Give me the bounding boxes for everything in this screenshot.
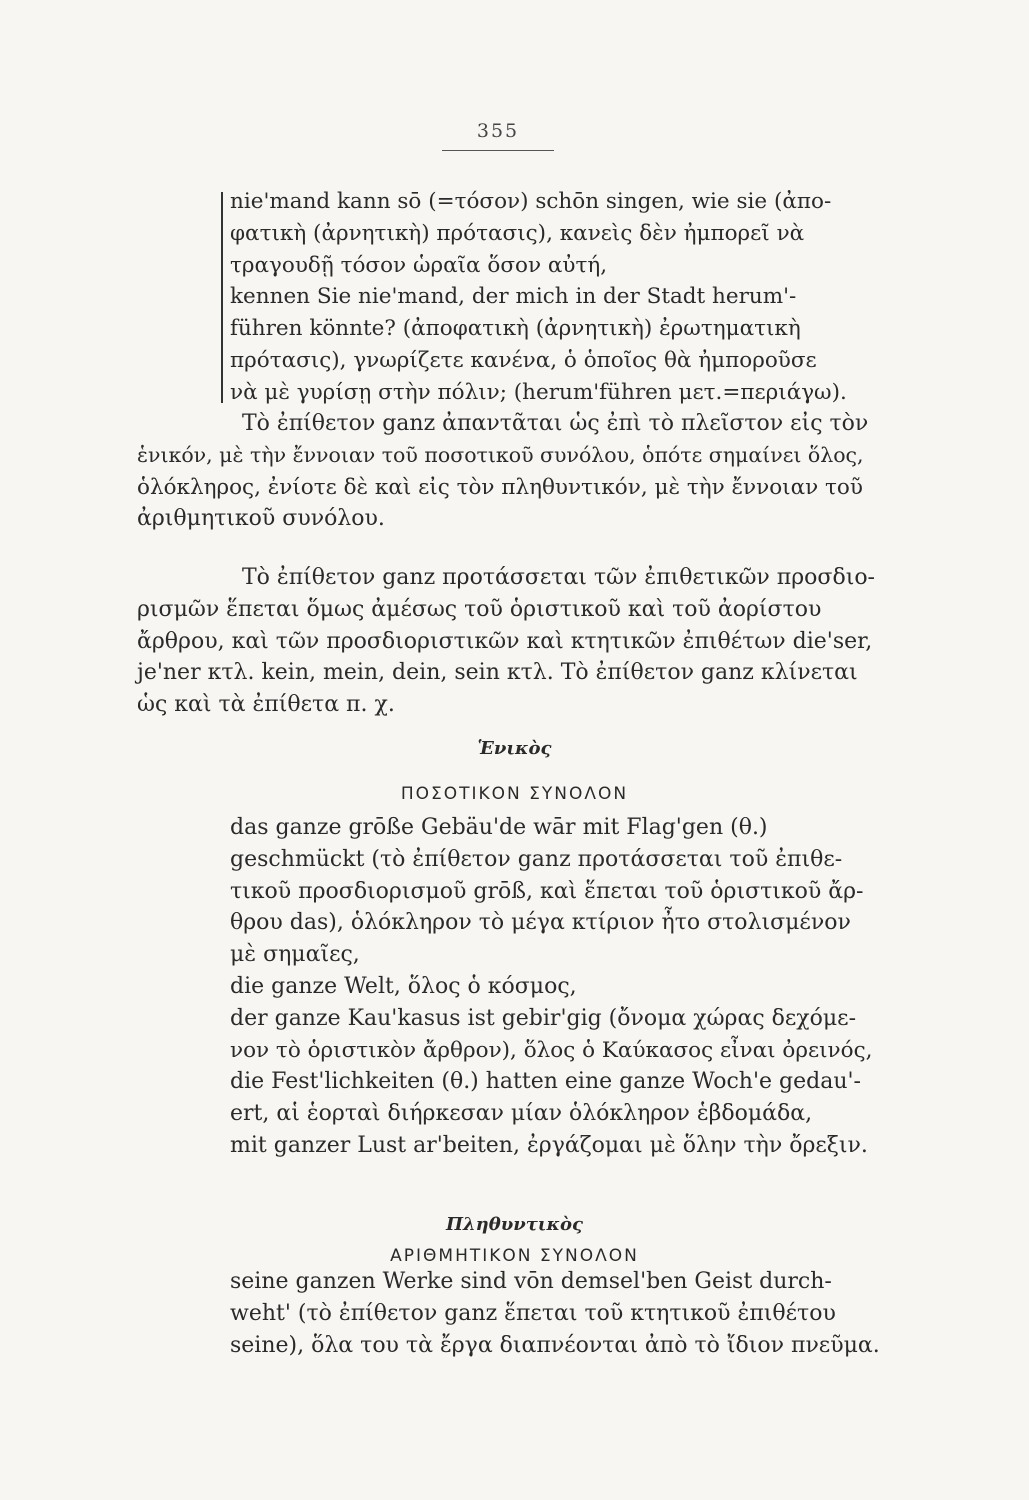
- example-line: weht' (τὸ ἐπίθετον ganz ἕπεται τοῦ κτητικοῦ ἐπιθέτου: [230, 1300, 836, 1326]
- example-line: der ganze Kau'kasus ist gebir'gig (ὄνομα χώρας δεχόμε-: [230, 1005, 857, 1031]
- page-number: 355: [476, 120, 520, 142]
- paragraph-line: ἀριθμητικοῦ συνόλου.: [137, 506, 385, 532]
- page-number-rule: [442, 150, 554, 151]
- example-line: kennen Sie nie'mand, der mich in der Stadt herum'-: [230, 284, 797, 310]
- example-line: πρότασις), γνωρίζετε κανένα, ὁ ὁποῖος θὰ ἠμποροῦσε: [230, 347, 817, 373]
- paragraph-line: ρισμῶν ἕπεται ὅμως ἀμέσως τοῦ ὁριστικοῦ καὶ τοῦ ἀορίστου: [137, 596, 822, 622]
- example-line: νὰ μὲ γυρίσῃ στὴν πόλιν; (herum'führen μετ.=περιάγω).: [230, 379, 847, 405]
- example-line: die Fest'lichkeiten (θ.) hatten eine ganze Woch'e gedau'-: [230, 1069, 861, 1095]
- paragraph-line: ὁλόκληρος, ἐνίοτε δὲ καὶ εἰς τὸν πληθυντικόν, μὲ τὴν ἔννοιαν τοῦ: [137, 474, 863, 500]
- heading-plural: Πληθυντικὸς: [446, 1214, 583, 1235]
- example-line: seine), ὅλα του τὰ ἔργα διαπνέονται ἀπὸ τὸ ἴδιον πνεῦμα.: [230, 1332, 880, 1358]
- paragraph-line: Τὸ ἐπίθετον ganz ἀπαντᾶται ὡς ἐπὶ τὸ πλεῖστον εἰς τὸν: [242, 411, 869, 436]
- example-line: μὲ σημαῖες,: [230, 942, 360, 968]
- example-line: geschmückt (τὸ ἐπίθετον ganz προτάσσεται τοῦ ἐπιθε-: [230, 846, 843, 872]
- example-line: mit ganzer Lust ar'beiten, ἐργάζομαι μὲ ὅλην τὴν ὄρεξιν.: [230, 1132, 868, 1158]
- heading-singular: Ἑνικὸς: [477, 738, 552, 759]
- example-line: τραγουδῇ τόσον ὡραῖα ὅσον αὐτή,: [230, 252, 608, 278]
- heading-arithmetic-total: ΑΡΙΘΜΗΤΙΚΟΝ ΣΥΝΟΛΟΝ: [390, 1246, 639, 1266]
- singular-examples: [230, 812, 880, 1162]
- example-line: τικοῦ προσδιορισμοῦ grōß, καὶ ἕπεται τοῦ ὁριστικοῦ ἄρ-: [230, 878, 864, 904]
- paragraph-line: ἑνικόν, μὲ τὴν ἔννοιαν τοῦ ποσοτικοῦ συνόλου, ὁπότε σημαίνει ὅλος,: [137, 442, 864, 467]
- example-line: die ganze Welt, ὅλος ὁ κόσμος,: [230, 973, 577, 999]
- heading-quantitative-total: ΠΟΣΟΤΙΚΟΝ ΣΥΝΟΛΟΝ: [400, 784, 629, 804]
- paragraph-line: ὡς καὶ τὰ ἐπίθετα π. χ.: [137, 692, 395, 718]
- example-line: θρου das), ὁλόκληρον τὸ μέγα κτίριον ἦτο στολισμένον: [230, 910, 851, 936]
- example-line: νον τὸ ὁριστικὸν ἄρθρον), ὅλος ὁ Καύκασος εἶναι ὀρεινός,: [230, 1037, 873, 1063]
- example-line: φατικὴ (ἀρνητικὴ) πρότασις), κανεὶς δὲν ἠμπορεῖ νὰ: [230, 220, 805, 246]
- paragraph-line: ἄρθρου, καὶ τῶν προσδιοριστικῶν καὶ κτητικῶν ἐπιθέτων die'ser,: [137, 628, 873, 654]
- paragraph-line: Τὸ ἐπίθετον ganz προτάσσεται τῶν ἐπιθετικῶν προσδιο-: [242, 565, 875, 590]
- bracketed-examples: [230, 186, 885, 409]
- example-line: führen könnte? (ἀποφατικὴ (ἀρνητικὴ) ἐρωτηματικὴ: [230, 316, 801, 342]
- example-line: seine ganzen Werke sind vōn demsel'ben Geist durch-: [230, 1269, 832, 1294]
- example-line: nie'mand kann sō (=τόσον) schōn singen, wie sie (ἀπο-: [230, 189, 832, 214]
- example-line: das ganze grōße Gebäu'de wār mit Flag'gen (θ.): [230, 815, 768, 840]
- paragraph-position: [137, 562, 877, 721]
- paragraph-usage: [137, 408, 877, 535]
- bracket-mark: [221, 192, 223, 403]
- plural-examples: [230, 1266, 880, 1361]
- example-line: ert, αἱ ἑορταὶ διήρκεσαν μίαν ὁλόκληρον ἑβδομάδα,: [230, 1101, 813, 1127]
- paragraph-line: je'ner κτλ. kein, mein, dein, sein κτλ. Τὸ ἐπίθετον ganz κλίνεται: [137, 660, 858, 686]
